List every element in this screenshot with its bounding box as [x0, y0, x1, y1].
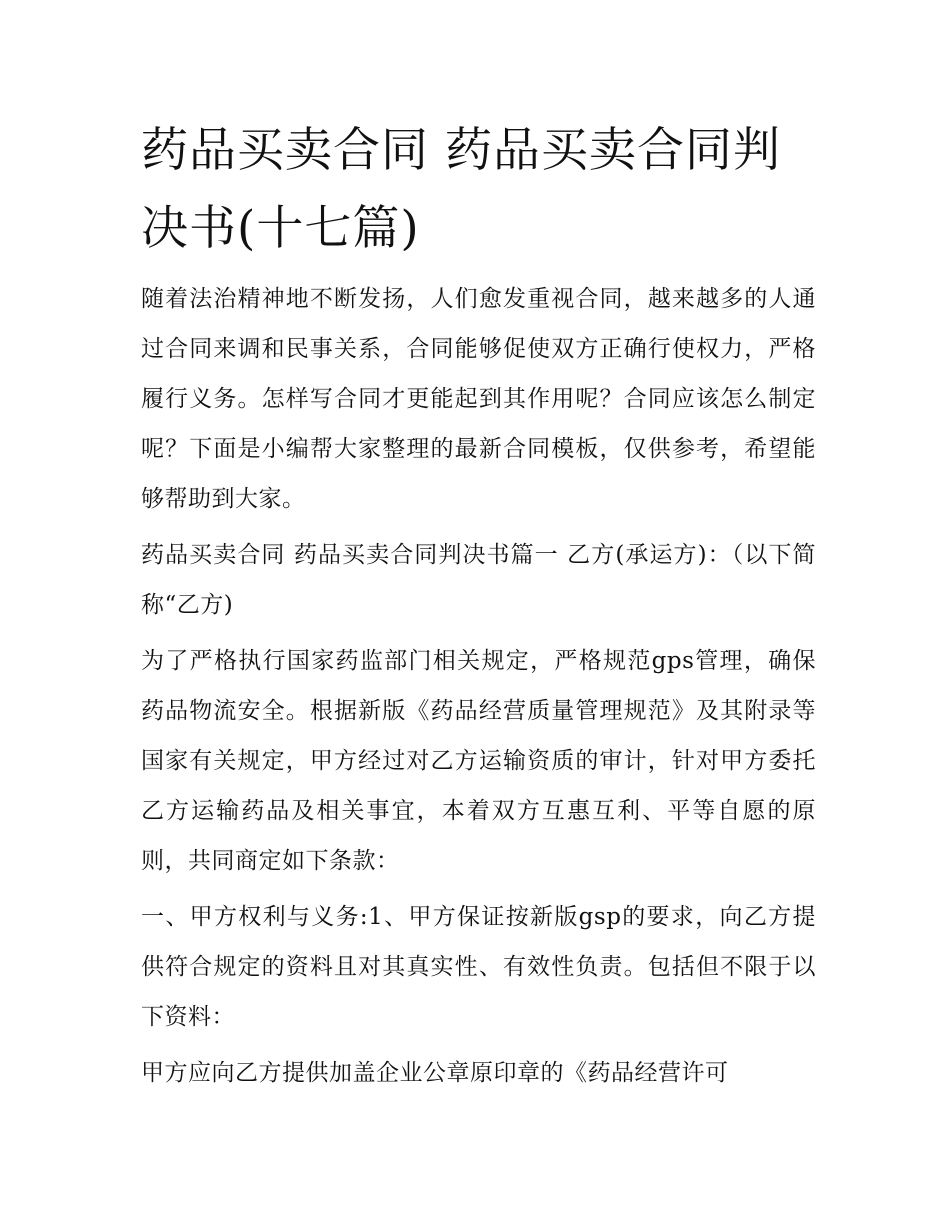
paragraph-party-a-rights: 一、甲方权利与义务:1、甲方保证按新版gsp的要求，向乙方提供符合规定的资料且对其真实性、有效性负责。包括但不限于以下资料：: [141, 904, 816, 1030]
paragraph-section-heading: 药品买卖合同 药品买卖合同判决书篇一 乙方(承运方)：（以下简称“乙方): [141, 542, 816, 618]
paragraph-party-a-documents: 甲方应向乙方提供加盖企业公章原印章的《药品经营许可: [141, 1060, 729, 1086]
paragraph-purpose: 为了严格执行国家药监部门相关规定，严格规范gps管理，确保药品物流安全。根据新版《药品经营质量管理规范》及其附录等国家有关规定，甲方经过对乙方运输资质的审计，针对甲方委托乙方运输药品及相关事宜，本着双方互惠互利、平等自愿的原则，共同商定如下条款：: [141, 648, 816, 874]
document-page: [141, 112, 816, 1098]
paragraph-intro: 随着法治精神地不断发扬，人们愈发重视合同，越来越多的人通过合同来调和民事关系，合同能够促使双方正确行使权力，严格履行义务。怎样写合同才更能起到其作用呢？合同应该怎么制定呢？下面是小编帮大家整理的最新合同模板，仅供参考，希望能够帮助到大家。: [141, 286, 816, 512]
document-title: 药品买卖合同 药品买卖合同判决书(十七篇): [141, 123, 781, 256]
